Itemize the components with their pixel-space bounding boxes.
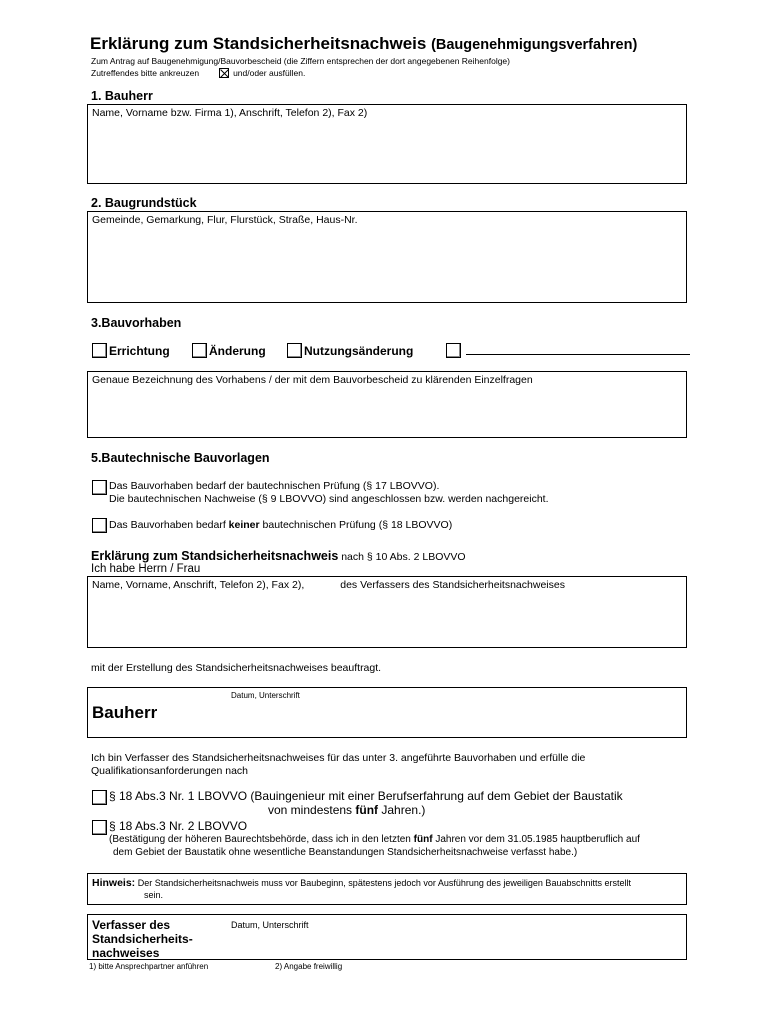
verfasser-role-3: nachweises xyxy=(92,946,160,960)
footnote-2: 2) Angabe freiwillig xyxy=(275,962,343,971)
option-pruefung[interactable] xyxy=(92,480,549,506)
nr2-line-3: dem Gebiet der Baustatik ohne wesentliche Beanstandungen Standsicherheitsnachweise verfasst habe.) xyxy=(113,847,578,858)
declaration-heading-rest: nach § 10 Abs. 2 LBOVVO xyxy=(338,551,466,563)
option-aenderung[interactable] xyxy=(192,343,266,358)
vorhaben-field-label: Genaue Bezeichnung des Vorhabens / der mit dem Bauvorbescheid zu klärenden Einzelfragen xyxy=(92,374,533,386)
section-3-heading: 3.Bauvorhaben xyxy=(91,316,182,330)
verfasser-field[interactable] xyxy=(87,576,687,648)
verfasser-field-label-right: des Verfassers des Standsicherheitsnachweises xyxy=(340,579,565,591)
option-nutzungsaenderung[interactable] xyxy=(287,343,413,358)
verfasser-role-2: Standsicherheits- xyxy=(92,932,193,946)
keine-pruefung-label xyxy=(109,519,452,532)
checked-box-example-icon xyxy=(219,68,229,78)
title-main: Erklärung zum Standsicherheitsnachweis xyxy=(90,34,427,53)
hint-line-1 xyxy=(92,877,682,889)
option-keine-pruefung[interactable] xyxy=(92,518,452,533)
verfasser-sign-role xyxy=(92,918,193,960)
declaration-after: mit der Erstellung des Standsicherheitsnachweises beauftragt. xyxy=(91,662,382,674)
nutzungsaenderung-label: Nutzungsänderung xyxy=(304,343,414,358)
nutzungsaenderung-checkbox[interactable] xyxy=(287,343,302,358)
nr2-line-1: § 18 Abs.3 Nr. 2 LBOVVO xyxy=(109,819,248,833)
hint-box xyxy=(87,873,687,905)
baugrundstueck-field[interactable] xyxy=(87,211,687,303)
hint-text-2: sein. xyxy=(144,890,164,900)
other-checkbox[interactable] xyxy=(446,343,461,358)
section-2-heading: 2. Baugrundstück xyxy=(91,196,197,210)
footnote-1: 1) bitte Ansprechpartner anführen xyxy=(89,962,209,971)
nr1-checkbox[interactable] xyxy=(92,790,107,805)
header-note-1: Zum Antrag auf Baugenehmigung/Bauvorbescheid (die Ziffern entsprechen der dort angegebenen Reihenfolge) xyxy=(91,56,510,66)
nr2-line-2-post: Jahren vor dem 31.05.1985 hauptberuflich auf xyxy=(432,834,640,845)
keine-pruefung-post: bautechnischen Prüfung (§ 18 LBOVVO) xyxy=(259,519,453,531)
nr2-checkbox[interactable] xyxy=(92,820,107,835)
declaration-heading-bold: Erklärung zum Standsicherheitsnachweis xyxy=(91,549,339,563)
verfasser-role-1: Verfasser des xyxy=(92,918,171,932)
pruefung-line-1: Das Bauvorhaben bedarf der bautechnischen Prüfung (§ 17 LBOVVO). xyxy=(109,480,440,492)
nr2-line-2-pre: (Bestätigung der höheren Baurechtsbehörde, dass ich in den letzten xyxy=(109,834,414,845)
bauherr-sign-role: Bauherr xyxy=(92,703,158,722)
option-errichtung[interactable] xyxy=(92,343,170,358)
baugrundstueck-field-label: Gemeinde, Gemarkung, Flur, Flurstück, Straße, Haus-Nr. xyxy=(92,214,358,226)
nr2-line-2-bold: fünf xyxy=(413,834,433,845)
bauherr-signature-box[interactable] xyxy=(87,687,687,738)
option-other[interactable] xyxy=(446,343,461,358)
verfasser-sign-label: Datum, Unterschrift xyxy=(231,920,309,930)
header-note-2b-text: und/oder ausfüllen. xyxy=(233,68,306,78)
nr1-line-1: § 18 Abs.3 Nr. 1 LBOVVO (Bauingenieur mit einer Berufserfahrung auf dem Gebiet der Baustatik xyxy=(109,789,623,803)
aenderung-checkbox[interactable] xyxy=(192,343,207,358)
pruefung-line-2: Die bautechnischen Nachweise (§ 9 LBOVVO) sind angeschlossen bzw. werden nachgereicht. xyxy=(109,493,549,505)
other-text-line[interactable] xyxy=(466,354,690,355)
option-nr2[interactable] xyxy=(92,819,640,859)
errichtung-label: Errichtung xyxy=(109,343,170,358)
verfasser-field-label: Name, Vorname, Anschrift, Telefon 2), Fax 2), xyxy=(92,579,305,591)
section-5-heading: 5.Bautechnische Bauvorlagen xyxy=(91,451,270,465)
keine-pruefung-bold: keiner xyxy=(228,519,260,531)
nr1-line-2-bold: fünf xyxy=(355,803,379,817)
option-nr1[interactable] xyxy=(92,789,623,817)
author-intro-2: Qualifikationsanforderungen nach xyxy=(91,765,249,777)
aenderung-label: Änderung xyxy=(209,343,266,358)
header-note-2 xyxy=(91,67,305,79)
author-intro-1: Ich bin Verfasser des Standsicherheitsnachweises für das unter 3. angeführte Bauvorhaben und erfülle die xyxy=(91,752,586,764)
verfasser-field-labels xyxy=(88,577,686,591)
keine-pruefung-pre: Das Bauvorhaben bedarf xyxy=(109,519,229,531)
nr2-line-2 xyxy=(109,833,640,846)
hint-text-1: Der Standsicherheitsnachweis muss vor Baubeginn, spätestens jedoch vor Ausführung des jeweiligen Bauabschnitts erstellt xyxy=(137,878,631,888)
hint-label: Hinweis: xyxy=(92,877,136,889)
verfasser-signature-box[interactable] xyxy=(87,914,687,960)
keine-pruefung-checkbox[interactable] xyxy=(92,518,107,533)
bauherr-sign-label: Datum, Unterschrift xyxy=(231,691,300,700)
vorhaben-field[interactable] xyxy=(87,371,687,438)
title-sub: (Baugenehmigungsverfahren) xyxy=(431,37,638,53)
bauherr-field[interactable] xyxy=(87,104,687,184)
pruefung-checkbox[interactable] xyxy=(92,480,107,495)
errichtung-checkbox[interactable] xyxy=(92,343,107,358)
declaration-intro: Ich habe Herrn / Frau xyxy=(91,563,201,575)
header-note-2-text: Zutreffendes bitte ankreuzen xyxy=(91,68,200,78)
nr1-line-2-pre: von mindestens xyxy=(268,803,356,817)
section-1-heading: 1. Bauherr xyxy=(91,89,153,103)
bauherr-field-label: Name, Vorname bzw. Firma 1), Anschrift, Telefon 2), Fax 2) xyxy=(92,107,368,119)
nr1-line-2-post: Jahren.) xyxy=(378,803,426,817)
page-title xyxy=(90,34,637,54)
nr1-line-2 xyxy=(109,803,623,817)
